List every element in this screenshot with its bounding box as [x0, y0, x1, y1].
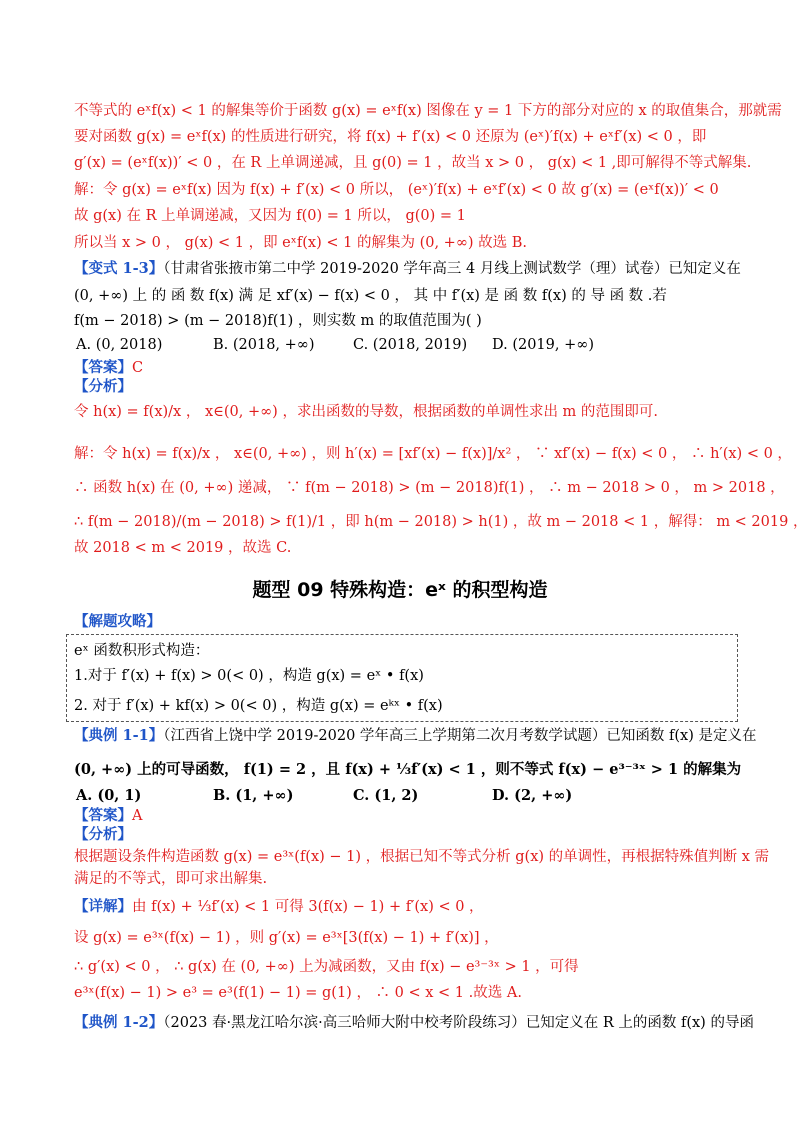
example1-option-b: B. (1, +∞) — [213, 787, 294, 804]
variant-option-a: A. (0, 2018) — [76, 337, 163, 353]
example1-option-a: A. (0, 1) — [76, 787, 142, 804]
example1-analysis-tag: 【分析】 — [74, 826, 132, 843]
variant-analysis-line-3: ∴ 函数 h(x) 在 (0, +∞) 递减， ∵ f(m − 2018) > (m − 2018)f(1) ， ∴ m − 2018 > 0 ， m > 2018 ， — [74, 480, 785, 496]
strategy-rule-2: 2. 对于 f′(x) + kf(x) > 0(< 0) ，构造 g(x) = eᵏˣ • f(x) — [74, 698, 443, 714]
variant-analysis-line-4: ∴ f(m − 2018)/(m − 2018) > f(1)/1 ，即 h(m − 2018) > h(1) ，故 m − 2018 < 1 ，解得： m < 2019 ， — [74, 514, 807, 530]
example1-detail-line-2: 设 g(x) = e³ˣ(f(x) − 1) ，则 g′(x) = e³ˣ[3(f(x) − 1) + f′(x)] ， — [74, 930, 499, 946]
example1-question-line-1 — [74, 726, 757, 746]
variant-answer-value: C — [132, 360, 144, 376]
solution-line-5: 故 g(x) 在 R 上单调递减，又因为 f(0) = 1 所以， g(0) = 1 — [74, 208, 466, 224]
variant-analysis-line-1: 令 h(x) = f(x)/x ， x∈(0, +∞) ，求出函数的导数，根据函数的单调性求出 m 的范围即可. — [74, 404, 659, 420]
variant-tag: 【变式 1-3】 — [74, 260, 164, 277]
example1-question-text: （江西省上饶中学 2019-2020 学年高三上学期第二次月考数学试题）已知函数 f(x) 是定义在 — [163, 728, 757, 744]
example1-analysis-line-1: 根据题设条件构造函数 g(x) = e³ˣ(f(x) − 1) ，根据已知不等式分析 g(x) 的单调性，再根据特殊值判断 x 需 — [74, 849, 770, 865]
example2-question-text: （2023 春·黑龙江哈尔滨·高三哈师大附中校考阶段练习）已知定义在 R 上的函数 f(x) 的导函 — [163, 1015, 754, 1031]
variant-answer — [74, 358, 734, 378]
solution-line-2: 要对函数 g(x) = eˣf(x) 的性质进行研究，将 f(x) + f′(x) < 0 还原为 (eˣ)′f(x) + eˣf′(x) < 0 ，即 — [74, 129, 707, 145]
strategy-box-heading: eˣ 函数积形式构造： — [74, 643, 210, 659]
strategy-rule-1: 1.对于 f′(x) + f(x) > 0(< 0) ，构造 g(x) = eˣ • f(x) — [74, 668, 424, 684]
solution-line-4: 解：令 g(x) = eˣf(x) 因为 f(x) + f′(x) < 0 所以， (eˣ)′f(x) + eˣf′(x) < 0 故 g′(x) = (eˣf(x))′ < 0 — [74, 182, 719, 198]
example1-detail-line-4: e³ˣ(f(x) − 1) > e³ = e³(f(1) − 1) = g(1) ， ∴ 0 < x < 1 .故选 A. — [74, 985, 522, 1001]
example1-detail-text: 由 f(x) + ⅓f′(x) < 1 可得 3(f(x) − 1) + f′(x) < 0 ， — [132, 899, 484, 915]
example1-detail-tag: 【详解】 — [74, 898, 132, 915]
variant-option-b: B. (2018, +∞) — [213, 337, 315, 353]
example1-option-d: D. (2, +∞) — [492, 787, 573, 804]
variant-question-line-2: (0, +∞) 上 的 函 数 f(x) 满 足 xf′(x) − f(x) < 0 ， 其 中 f′(x) 是 函 数 f(x) 的 导 函 数 .若 — [74, 288, 667, 304]
variant-answer-tag: 【答案】 — [74, 359, 132, 376]
example1-answer-value: A — [132, 808, 143, 824]
variant-analysis-tag: 【分析】 — [74, 378, 132, 395]
variant-question-text: （甘肃省张掖市第二中学 2019-2020 学年高三 4 月线上测试数学（理）试卷）已知定义在 — [163, 261, 741, 277]
example1-detail-line-1 — [74, 897, 734, 917]
strategy-tag: 【解题攻略】 — [74, 613, 161, 630]
example1-answer-tag: 【答案】 — [74, 807, 132, 824]
section-title: 题型 09 特殊构造：eˣ 的积型构造 — [252, 579, 548, 601]
example1-question-line-2: (0, +∞) 上的可导函数， f(1) = 2 ，且 f(x) + ⅓f′(x) < 1 ，则不等式 f(x) − e³⁻³ˣ > 1 的解集为 — [74, 761, 742, 778]
example1-option-c: C. (1, 2) — [353, 787, 419, 804]
example1-detail-line-3: ∴ g′(x) < 0 ， ∴ g(x) 在 (0, +∞) 上为减函数，又由 f(x) − e³⁻³ˣ > 1 ，可得 — [74, 959, 579, 975]
example2-tag: 【典例 1-2】 — [74, 1014, 164, 1031]
example1-tag: 【典例 1-1】 — [74, 727, 164, 744]
example1-answer — [74, 806, 734, 826]
variant-analysis-line-2: 解：令 h(x) = f(x)/x ， x∈(0, +∞) ，则 h′(x) = [xf′(x) − f(x)]/x² ， ∵ xf′(x) − f(x) < 0 ， ∴ h′(x) < 0 ， — [74, 446, 792, 462]
solution-line-3: g′(x) = (eˣf(x))′ < 0 ，在 R 上单调递减，且 g(0) = 1 ，故当 x > 0 ， g(x) < 1 ,即可解得不等式解集. — [74, 155, 752, 171]
example1-analysis-line-2: 满足的不等式，即可求出解集. — [74, 871, 268, 887]
variant-question-line-3: f(m − 2018) > (m − 2018)f(1) ，则实数 m 的取值范围为( ) — [74, 313, 482, 329]
solution-line-6: 所以当 x > 0 ， g(x) < 1 ，即 eˣf(x) < 1 的解集为 (0, +∞) 故选 B. — [74, 235, 528, 251]
example2-question-line-1 — [74, 1013, 754, 1033]
variant-option-c: C. (2018, 2019) — [353, 337, 468, 353]
variant-analysis-line-5: 故 2018 < m < 2019 ，故选 C. — [74, 540, 292, 556]
solution-line-1: 不等式的 eˣf(x) < 1 的解集等价于函数 g(x) = eˣf(x) 图像在 y = 1 下方的部分对应的 x 的取值集合，那就需 — [74, 103, 782, 119]
variant-question-line-1 — [74, 259, 741, 279]
variant-option-d: D. (2019, +∞) — [492, 337, 594, 353]
